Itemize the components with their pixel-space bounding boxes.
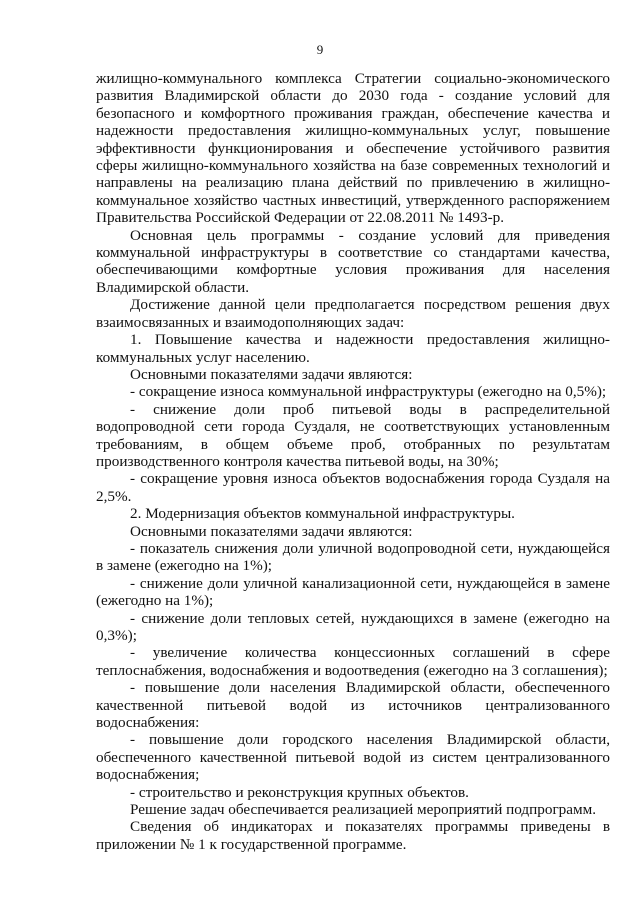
list-item: - показатель снижения доли уличной водопроводной сети, нуждающейся в замене (ежегодно на 1%); <box>96 539 610 575</box>
paragraph: Решение задач обеспечивается реализацией мероприятий подпрограмм. <box>130 801 597 819</box>
paragraph: 2. Модернизация объектов коммунальной инфраструктуры. <box>130 505 515 523</box>
paragraph: Сведения об индикаторах и показателях программы приведены в приложении № 1 к государственной программе. <box>96 818 610 853</box>
list-item: - повышение доли городского населения Владимирской области, обеспеченного качественной питьевой водой из систем централизованного водоснабжения; <box>96 731 610 784</box>
list-item: - увеличение количества концессионных соглашений в сфере теплоснабжения, водоснабжения и водоотведения (ежегодно на 3 соглашения); <box>96 644 610 679</box>
list-item: - снижение доли проб питьевой воды в распределительной водопроводной сети города Суздаля, не соответствующих установленным требованиям, в общем объеме проб, отобранных по результатам производственного контроля качества питьевой воды, на 30%; <box>96 400 610 470</box>
list-item: - сокращение уровня износа объектов водоснабжения города Суздаля на 2,5%. <box>96 470 610 505</box>
paragraph: Основная цель программы - создание условий для приведения коммунальной инфраструктуры в соответствие со стандартами качества, обеспечивающими комфортные условия проживания для населения Владимирской области. <box>96 226 610 296</box>
paragraph: Основными показателями задачи являются: <box>130 365 413 383</box>
list-item: - повышение доли населения Владимирской области, обеспеченного качественной питьевой водой из источников централизованного водоснабжения: <box>96 679 610 732</box>
paragraph: Достижение данной цели предполагается посредством решения двух взаимосвязанных и взаимодополняющих задач: <box>96 296 610 331</box>
list-item: - сокращение износа коммунальной инфраструктуры (ежегодно на 0,5%); <box>130 383 607 401</box>
list-item: - снижение доли тепловых сетей, нуждающихся в замене (ежегодно на 0,3%); <box>96 609 610 644</box>
page-number: 9 <box>316 42 324 57</box>
list-item: - строительство и реконструкция крупных объектов. <box>130 783 469 801</box>
list-item: - снижение доли уличной канализационной сети, нуждающейся в замене (ежегодно на 1%); <box>96 574 610 610</box>
document-body <box>96 70 610 853</box>
paragraph: жилищно-коммунального комплекса Стратегии социально-экономического развития Владимирской области до 2030 года - создание условий для безопасного и комфортного проживания граждан, обеспечение качества и надежности предоставления жилищно-коммунальных услуг, повышение эффективности функционирования и обеспечение устойчивого развития сферы жилищно-коммунального хозяйства на базе современных технологий и направлены на реализацию плана действий по привлечению в жилищно-коммунальное хозяйство частных инвестиций, утвержденного распоряжением Правительства Российской Федерации от 22.08.2011 № 1493-р. <box>96 70 610 227</box>
paragraph: 1. Повышение качества и надежности предоставления жилищно-коммунальных услуг населению. <box>96 331 610 366</box>
paragraph: Основными показателями задачи являются: <box>130 522 413 540</box>
